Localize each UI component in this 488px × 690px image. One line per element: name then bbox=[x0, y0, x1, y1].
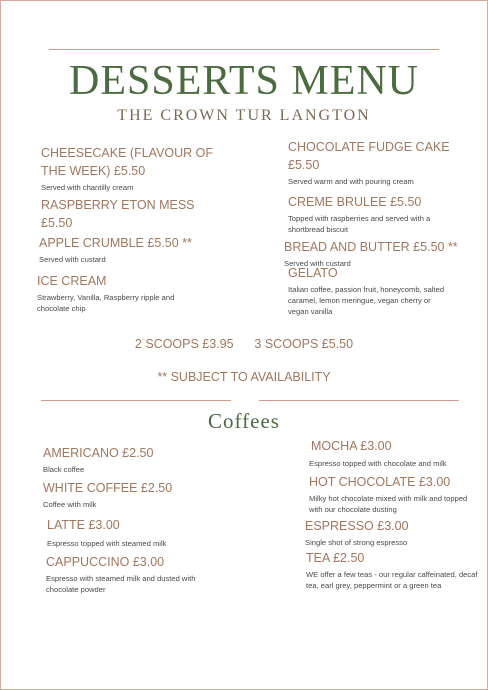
dessert-name: APPLE CRUMBLE £5.50 ** bbox=[39, 236, 192, 250]
coffee-name: CAPPUCCINO £3.00 bbox=[46, 555, 165, 569]
dessert-description: Served with custard bbox=[39, 255, 106, 264]
dessert-item-creme-brulee bbox=[288, 193, 458, 235]
dessert-name: CHOCOLATE FUDGE CAKE £5.50 bbox=[288, 140, 450, 172]
coffee-name: HOT CHOCOLATE £3.00 bbox=[309, 475, 451, 489]
dessert-description: Served warm and with pouring cream bbox=[288, 177, 414, 186]
dessert-item-gelato bbox=[288, 264, 453, 317]
coffee-item-espresso bbox=[305, 517, 477, 548]
coffee-description: Espresso with steamed milk and dusted with chocolate powder bbox=[46, 574, 196, 594]
dessert-name: ICE CREAM bbox=[37, 274, 107, 288]
coffee-name: MOCHA £3.00 bbox=[311, 439, 392, 453]
coffee-item-mocha bbox=[309, 437, 479, 469]
dessert-name: GELATO bbox=[288, 266, 338, 280]
coffee-item-latte bbox=[47, 516, 237, 549]
page-title: DESSERTS MENU bbox=[68, 58, 420, 104]
coffees-divider-right bbox=[259, 400, 459, 401]
coffee-description: Milky hot chocolate mixed with milk and topped with our chocolate dusting bbox=[309, 494, 468, 514]
coffee-name: WHITE COFFEE £2.50 bbox=[43, 481, 173, 495]
dessert-name: RASPBERRY ETON MESS £5.50 bbox=[41, 198, 195, 230]
coffee-description: Single shot of strong espresso bbox=[305, 538, 408, 547]
coffee-description: Black coffee bbox=[43, 465, 85, 474]
scoops-pricing: 2 SCOOPS £3.95 3 SCOOPS £5.50 bbox=[134, 337, 354, 351]
dessert-name: CREME BRULEE £5.50 bbox=[288, 195, 422, 209]
coffee-name: AMERICANO £2.50 bbox=[43, 446, 154, 460]
coffee-description: Espresso topped with chocolate and milk bbox=[309, 459, 447, 468]
coffee-item-white-coffee bbox=[43, 479, 233, 510]
dessert-description: Topped with raspberries and served with a shortbread biscuit bbox=[288, 214, 431, 234]
coffee-description: Espresso topped with steamed milk bbox=[47, 539, 167, 548]
dessert-name: BREAD AND BUTTER £5.50 ** bbox=[284, 240, 458, 254]
dessert-description: Italian coffee, passion fruit, honeycomb, salted caramel, lemon meringue, vegan cherry or vegan vanilla bbox=[288, 285, 445, 316]
page-subtitle: THE CROWN TUR LANGTON bbox=[117, 107, 371, 124]
coffee-item-cappuccino bbox=[46, 553, 216, 595]
coffee-name: ESPRESSO £3.00 bbox=[305, 519, 409, 533]
coffees-title: Coffees bbox=[208, 409, 280, 433]
dessert-description: Served with custard bbox=[284, 259, 351, 268]
coffee-item-tea bbox=[306, 549, 478, 591]
dessert-item-fudge-cake bbox=[288, 138, 458, 187]
coffee-description: Coffee with milk bbox=[43, 500, 97, 509]
coffee-item-americano bbox=[43, 444, 233, 475]
coffee-description: WE offer a few teas - our regular caffeinated, decaf tea, earl grey, peppermint or a green tea bbox=[306, 570, 478, 590]
dessert-description: Strawberry, Vanilla, Raspberry ripple and chocolate chip bbox=[37, 293, 175, 313]
availability-note: ** SUBJECT TO AVAILABILITY bbox=[157, 370, 331, 384]
dessert-description: Served with chantilly cream bbox=[41, 183, 134, 192]
dessert-name: CHEESECAKE (FLAVOUR OF THE WEEK) £5.50 bbox=[41, 146, 214, 178]
coffee-name: LATTE £3.00 bbox=[47, 518, 120, 532]
top-divider bbox=[49, 49, 439, 50]
coffees-divider-left bbox=[41, 400, 231, 401]
dessert-item-eton-mess bbox=[41, 196, 201, 232]
coffee-name: TEA £2.50 bbox=[306, 551, 365, 565]
dessert-item-ice-cream bbox=[37, 272, 177, 314]
dessert-item-apple-crumble bbox=[39, 234, 239, 265]
dessert-item-cheesecake bbox=[41, 144, 221, 193]
coffee-item-hot-chocolate bbox=[309, 473, 481, 515]
